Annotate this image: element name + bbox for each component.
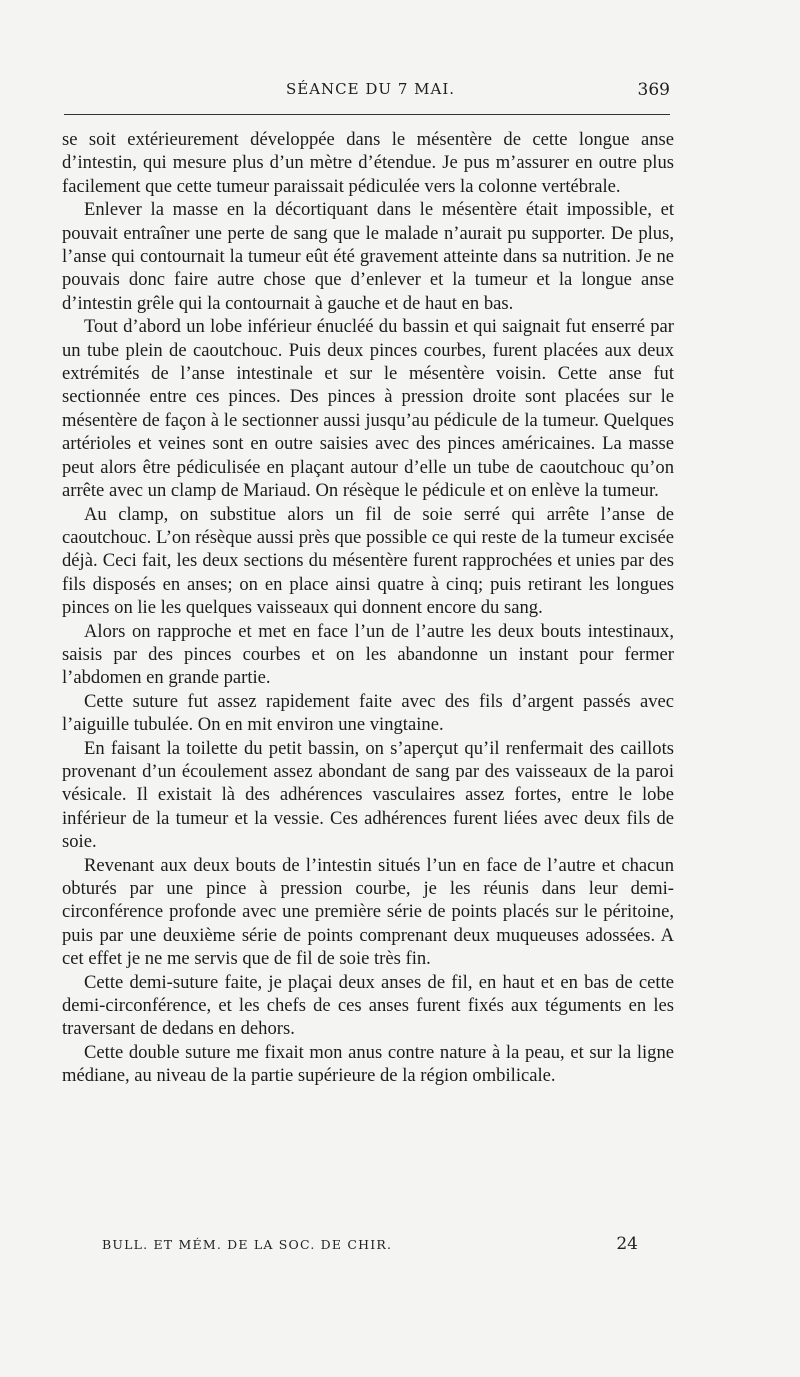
paragraph: Cette demi-suture faite, je plaçai deux anses de fil, en haut et en bas de cette demi-circonférence, et les chefs de ces anses furent fixés aux téguments en les traversant de dedans en dehors. — [62, 971, 674, 1040]
footer-journal-title: BULL. ET MÉM. DE LA SOC. DE CHIR. — [102, 1237, 393, 1252]
header-rule — [64, 114, 670, 115]
paragraph: Alors on rapproche et met en face l’un de l’autre les deux bouts intestinaux, saisis par des pinces courbes et on les abandonne un instant pour fermer l’abdomen en grande partie. — [62, 620, 674, 689]
paragraph: Cette suture fut assez rapidement faite avec des fils d’argent passés avec l’aiguille tubulée. On en mit environ une vingtaine. — [62, 690, 674, 736]
page-footer — [102, 1234, 662, 1259]
signature-mark: 24 — [616, 1234, 638, 1254]
paragraph: Enlever la masse en la décortiquant dans le mésentère était impossible, et pouvait entraîner une perte de sang que le malade n’aurait pu supporter. De plus, l’anse qui contournait la tumeur eût été gravement atteinte dans sa nutrition. Je ne pouvais donc faire autre chose que d’enlever et la tumeur et la longue anse d’intestin grêle qui la contournait à gauche et de haut en bas. — [62, 199, 674, 314]
paragraph: Cette double suture me fixait mon anus contre nature à la peau, et sur la ligne médiane, au niveau de la partie supérieure de la région ombilicale. — [62, 1041, 674, 1087]
running-header — [64, 80, 674, 106]
body-text — [62, 128, 674, 1088]
header-title: SÉANCE DU 7 MAI. — [286, 80, 456, 98]
paragraph: Revenant aux deux bouts de l’intestin situés l’un en face de l’autre et chacun obturés par une pince à pression courbe, je les réunis dans leur demi-circonférence profonde avec une première série de points placés sur le péritoine, puis par une deuxième série de points comprenant deux muqueuses adossées. A cet effet je ne me servis que de fil de soie très fin. — [62, 854, 674, 970]
page-number: 369 — [637, 80, 670, 100]
paragraph: se soit extérieurement développée dans le mésentère de cette longue anse d’intestin, qui mesure plus d’un mètre d’étendue. Je pus m’assurer en outre plus facilement que cette tumeur paraissait pédiculée vers la colonne vertébrale. — [62, 129, 674, 197]
paragraph: En faisant la toilette du petit bassin, on s’aperçut qu’il renfermait des caillots provenant d’un écoulement assez abondant de sang par des vaisseaux de la paroi vésicale. Il existait là des adhérences vasculaires assez fortes, entre le lobe inférieur de la tumeur et la vessie. Ces adhérences furent liées avec deux fils de soie. — [62, 737, 674, 853]
paragraph: Au clamp, on substitue alors un fil de soie serré qui arrête l’anse de caoutchouc. L’on résèque aussi près que possible ce qui reste de la tumeur excisée déjà. Ceci fait, les deux sections du mésentère furent rapprochées et unies par des fils disposés en anses; on en place ainsi quatre à cinq; puis retirant les longues pinces on lie les quelques vaisseaux qui donnent encore du sang. — [62, 503, 674, 619]
paragraph: Tout d’abord un lobe inférieur énucléé du bassin et qui saignait fut enserré par un tube plein de caoutchouc. Puis deux pinces courbes, furent placées aux deux extrémités de l’anse intestinale et sur le mésentère voisin. Cette anse fut sectionnée entre ces pinces. Des pinces à pression droite sont placées sur le mésentère de façon à le sectionner aussi jusqu’au pédicule de la tumeur. Quelques artérioles et veines sont en outre saisies avec des pinces américaines. La masse peut alors être pédiculisée en plaçant autour d’elle un tube de caoutchouc qu’on arrête avec un clamp de Mariaud. On résèque le pédicule et on enlève la tumeur. — [62, 316, 674, 502]
